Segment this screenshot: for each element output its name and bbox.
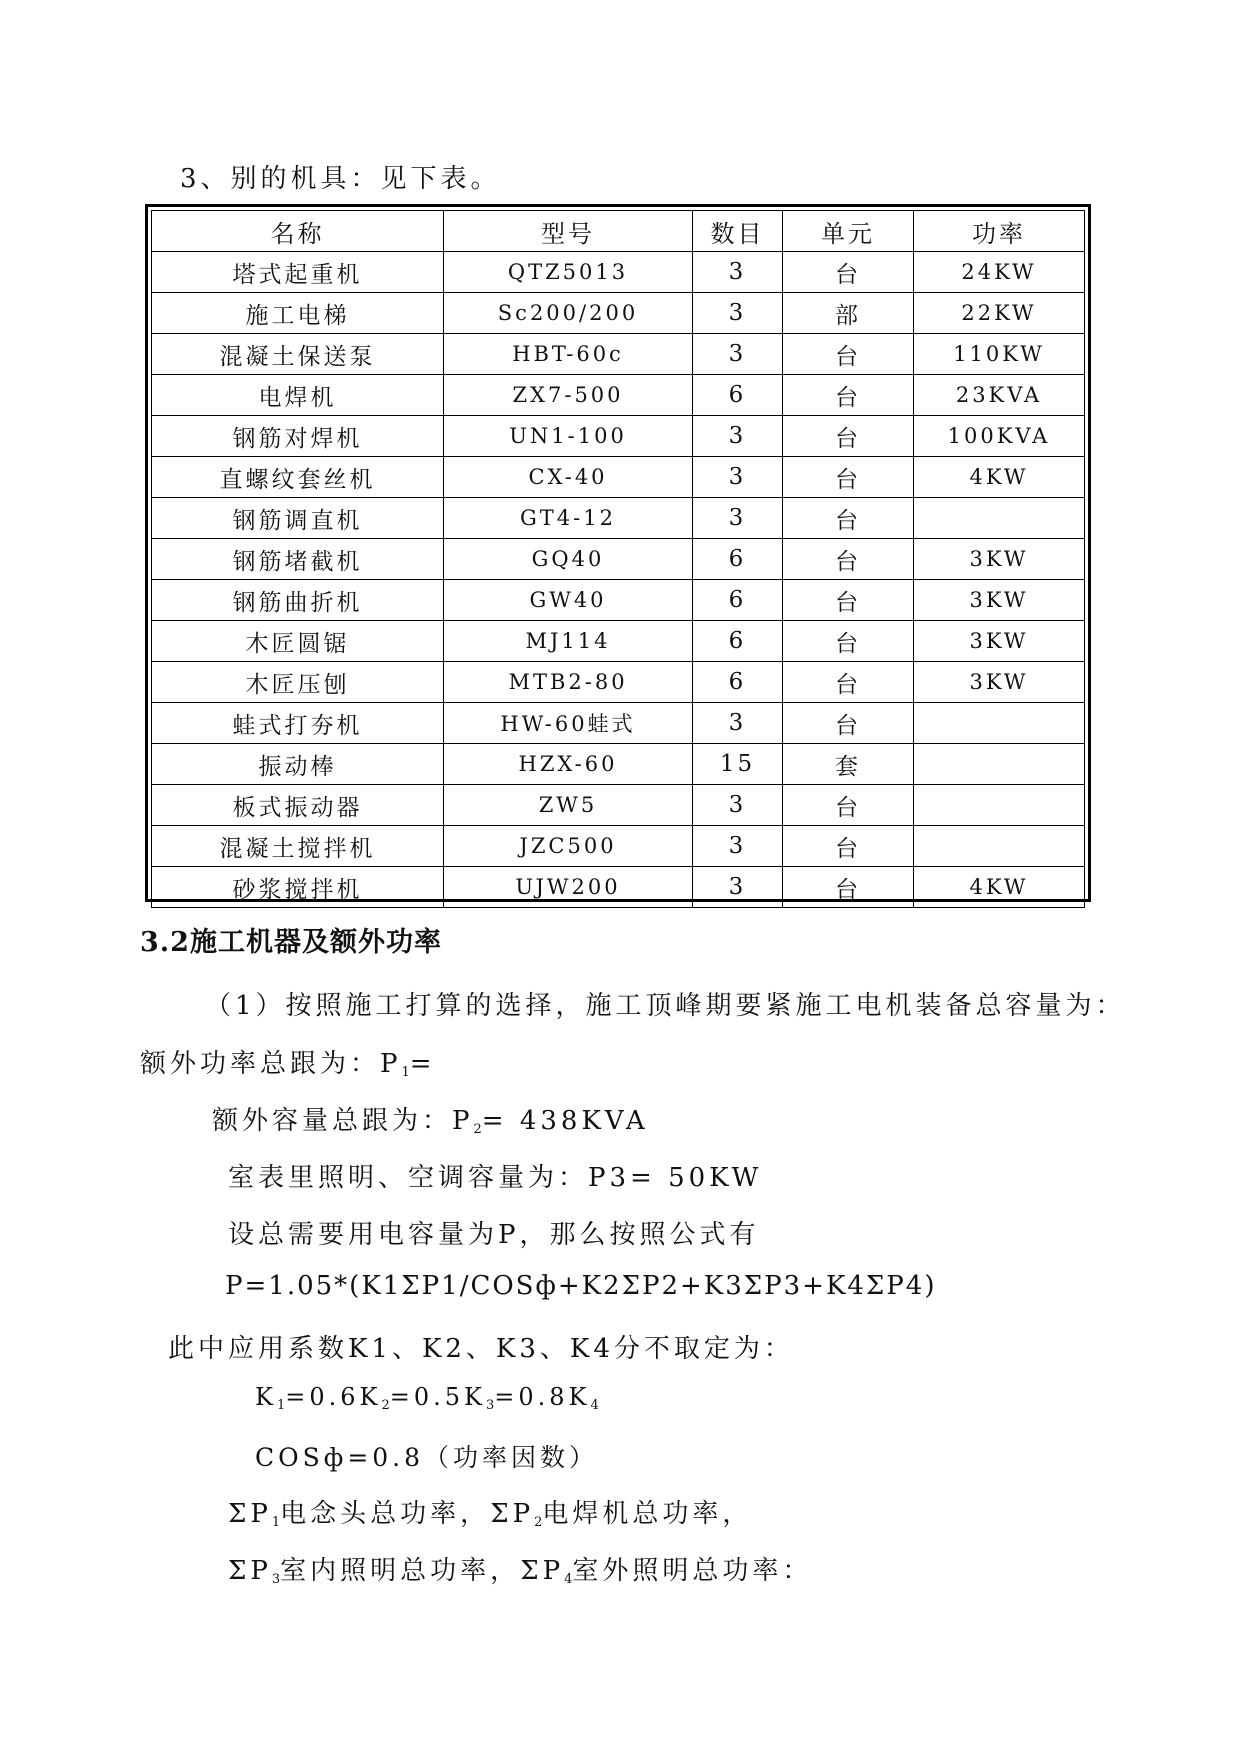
cell-power: 23KVA — [914, 375, 1085, 416]
section-heading: 3.2施工机器及额外功率 — [140, 927, 442, 958]
sum-p4-sub: 4 — [564, 1572, 573, 1587]
table-row — [152, 416, 1085, 457]
rated-capacity-text: 额外容量总跟为：P — [212, 1106, 474, 1136]
k2-sub: 2 — [381, 1398, 390, 1413]
table-row — [152, 662, 1085, 703]
rated-power-subscript: 1 — [401, 1065, 410, 1080]
cell-unit: 台 — [783, 416, 914, 457]
header-quantity: 数目 — [693, 211, 783, 252]
cell-unit: 台 — [783, 334, 914, 375]
sum-p2-sub: 2 — [534, 1515, 543, 1530]
cell-quantity: 3 — [693, 293, 783, 334]
cell-power: 24KW — [914, 252, 1085, 293]
table-row — [152, 539, 1085, 580]
cell-power — [914, 826, 1085, 867]
k1-label: K — [255, 1383, 277, 1411]
sum-p3-sigma: ΣP — [228, 1556, 272, 1586]
table-header-row — [152, 211, 1085, 252]
k3-value: =0.8 — [494, 1383, 569, 1411]
sum-p1-sub: 1 — [271, 1515, 281, 1530]
k3-label: K — [464, 1383, 486, 1411]
cell-name: 木匠圆锯 — [152, 621, 444, 662]
cell-unit: 台 — [783, 375, 914, 416]
cell-unit: 台 — [783, 703, 914, 744]
k1-value: =0.6 — [285, 1383, 360, 1411]
cell-power — [914, 785, 1085, 826]
rated-capacity-value: = 438KVA — [481, 1106, 649, 1136]
sum-p3-sub: 3 — [271, 1572, 281, 1587]
sum-p1-sigma: ΣP — [228, 1499, 272, 1529]
sum-p1-text: 电念头总功率， — [280, 1499, 491, 1529]
cell-name: 混凝土保送泵 — [152, 334, 444, 375]
cell-model: ZX7-500 — [444, 375, 693, 416]
table-row — [152, 744, 1085, 785]
cell-name: 钢筋调直机 — [152, 498, 444, 539]
header-unit: 单元 — [783, 211, 914, 252]
cos-line: COSф=0.8（功率因数） — [255, 1443, 599, 1472]
formula-line: P=1.05*(K1ΣP1/COSф+K2ΣP2+K3ΣP3+K4ΣP4) — [225, 1271, 937, 1301]
cell-unit: 台 — [783, 867, 914, 908]
header-model: 型号 — [444, 211, 693, 252]
rated-power-line — [140, 1043, 436, 1080]
cell-name: 砂浆搅拌机 — [152, 867, 444, 908]
sum-line-1 — [228, 1493, 752, 1530]
cell-model: UN1-100 — [444, 416, 693, 457]
table-row — [152, 703, 1085, 744]
k3-sub: 3 — [485, 1398, 495, 1413]
sum-p2-text: 电焊机总功率， — [542, 1499, 753, 1529]
cell-unit: 台 — [783, 662, 914, 703]
table-row — [152, 867, 1085, 908]
k4-sub: 4 — [590, 1398, 599, 1413]
table-row — [152, 293, 1085, 334]
cell-name: 钢筋堵截机 — [152, 539, 444, 580]
rated-capacity-line — [212, 1100, 649, 1137]
cell-power: 4KW — [914, 457, 1085, 498]
cell-name: 混凝土搅拌机 — [152, 826, 444, 867]
total-demand-line: 设总需要用电容量为P，那么按照公式有 — [228, 1220, 760, 1250]
table-row — [152, 252, 1085, 293]
header-power: 功率 — [914, 211, 1085, 252]
cell-model: MTB2-80 — [444, 662, 693, 703]
cell-quantity: 3 — [693, 416, 783, 457]
cell-power — [914, 744, 1085, 785]
cell-model: HBT-60c — [444, 334, 693, 375]
cell-power — [914, 703, 1085, 744]
cell-quantity: 3 — [693, 457, 783, 498]
cell-model: UJW200 — [444, 867, 693, 908]
cell-name: 钢筋曲折机 — [152, 580, 444, 621]
table-row — [152, 785, 1085, 826]
table-row — [152, 334, 1085, 375]
cell-quantity: 3 — [693, 498, 783, 539]
cell-model: CX-40 — [444, 457, 693, 498]
table-row — [152, 580, 1085, 621]
paragraph-1: （1）按照施工打算的选择，施工顶峰期要紧施工电机装备总容量为： — [205, 991, 1126, 1021]
table-row — [152, 457, 1085, 498]
cell-name: 蛙式打夯机 — [152, 703, 444, 744]
k-values-line — [255, 1383, 599, 1413]
cell-unit: 台 — [783, 826, 914, 867]
sum-p4-text: 室外照明总功率： — [572, 1556, 813, 1586]
header-name: 名称 — [152, 211, 444, 252]
cell-unit: 台 — [783, 252, 914, 293]
cell-unit: 套 — [783, 744, 914, 785]
cell-power: 3KW — [914, 662, 1085, 703]
cell-name: 板式振动器 — [152, 785, 444, 826]
table-row — [152, 621, 1085, 662]
cell-model: QTZ5013 — [444, 252, 693, 293]
cell-quantity: 15 — [693, 744, 783, 785]
cell-name: 电焊机 — [152, 375, 444, 416]
cell-name: 振动棒 — [152, 744, 444, 785]
sum-p3-text: 室内照明总功率， — [280, 1556, 521, 1586]
k2-label: K — [359, 1383, 382, 1411]
cell-power: 22KW — [914, 293, 1085, 334]
coefficient-intro: 此中应用系数K1、K2、K3、K4分不取定为： — [168, 1334, 794, 1364]
intro-line: 3、别的机具：见下表。 — [180, 164, 501, 194]
cell-power: 4KW — [914, 867, 1085, 908]
cell-quantity: 3 — [693, 785, 783, 826]
k2-value: =0.5 — [389, 1383, 464, 1411]
cell-name: 塔式起重机 — [152, 252, 444, 293]
cell-model: HZX-60 — [444, 744, 693, 785]
cell-quantity: 6 — [693, 539, 783, 580]
cell-power — [914, 498, 1085, 539]
lighting-capacity-line: 室表里照明、空调容量为：P3= 50KW — [228, 1163, 763, 1193]
cell-quantity: 3 — [693, 334, 783, 375]
cell-quantity: 3 — [693, 826, 783, 867]
rated-power-text: 额外功率总跟为：P — [140, 1049, 402, 1079]
cell-unit: 台 — [783, 498, 914, 539]
cell-unit: 台 — [783, 580, 914, 621]
sum-line-2 — [228, 1550, 812, 1587]
cell-model: ZW5 — [444, 785, 693, 826]
cell-quantity: 6 — [693, 621, 783, 662]
cell-name: 钢筋对焊机 — [152, 416, 444, 457]
k4-label: K — [568, 1383, 591, 1411]
cell-model: GQ40 — [444, 539, 693, 580]
cell-name: 直螺纹套丝机 — [152, 457, 444, 498]
sum-p4-sigma: ΣP — [520, 1556, 565, 1586]
cell-unit: 台 — [783, 621, 914, 662]
k1-sub: 1 — [276, 1398, 286, 1413]
table-row — [152, 826, 1085, 867]
equipment-table — [151, 210, 1085, 908]
table-body — [152, 252, 1085, 908]
cell-model: MJ114 — [444, 621, 693, 662]
cell-quantity: 6 — [693, 662, 783, 703]
table-row — [152, 498, 1085, 539]
cell-quantity: 3 — [693, 867, 783, 908]
cell-unit: 台 — [783, 785, 914, 826]
cell-model: JZC500 — [444, 826, 693, 867]
cell-power: 3KW — [914, 580, 1085, 621]
cell-name: 木匠压刨 — [152, 662, 444, 703]
equipment-table-frame — [145, 204, 1091, 902]
sum-p2-sigma: ΣP — [490, 1499, 535, 1529]
table-row — [152, 375, 1085, 416]
cell-power: 3KW — [914, 621, 1085, 662]
cell-quantity: 3 — [693, 252, 783, 293]
cell-power: 110KW — [914, 334, 1085, 375]
cell-model: GW40 — [444, 580, 693, 621]
cell-model: GT4-12 — [444, 498, 693, 539]
cell-quantity: 6 — [693, 580, 783, 621]
cell-model: Sc200/200 — [444, 293, 693, 334]
cell-quantity: 3 — [693, 703, 783, 744]
cell-name: 施工电梯 — [152, 293, 444, 334]
cell-power: 3KW — [914, 539, 1085, 580]
cell-quantity: 6 — [693, 375, 783, 416]
cell-model: HW-60蛙式 — [444, 703, 693, 744]
cell-unit: 部 — [783, 293, 914, 334]
rated-capacity-subscript: 2 — [473, 1122, 482, 1137]
cell-unit: 台 — [783, 539, 914, 580]
cell-power: 100KVA — [914, 416, 1085, 457]
cell-unit: 台 — [783, 457, 914, 498]
rated-power-equals: = — [409, 1049, 436, 1079]
